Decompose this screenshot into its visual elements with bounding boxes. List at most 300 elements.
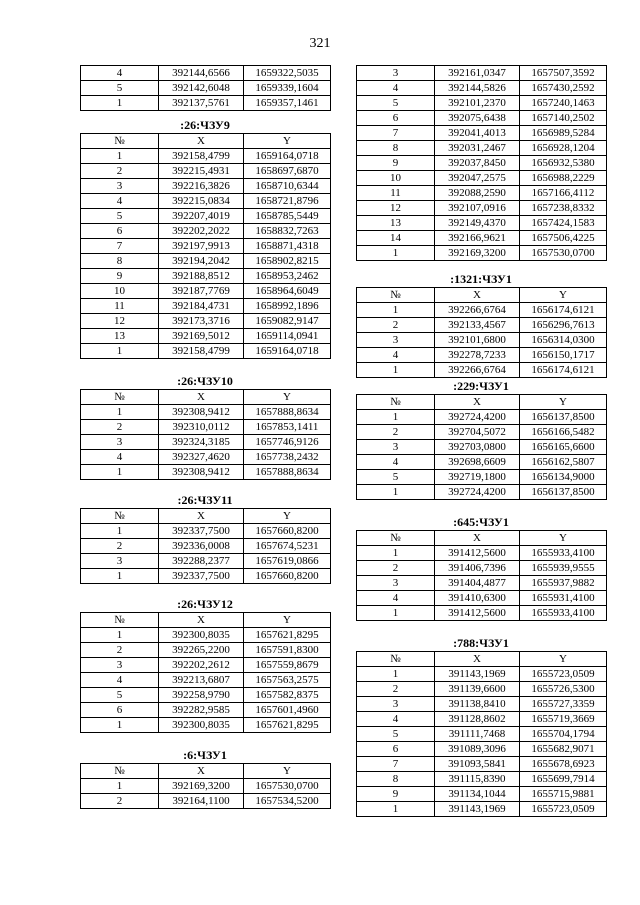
header-number: № [357, 531, 435, 546]
table-row [81, 405, 331, 420]
x-coordinate: 392075,6438 [435, 111, 520, 126]
x-coordinate: 392266,6764 [435, 303, 520, 318]
point-number: 3 [357, 333, 435, 348]
x-coordinate: 392265,2200 [159, 643, 244, 658]
table-row [81, 450, 331, 465]
table-header-row [357, 531, 607, 546]
y-coordinate: 1656162,5807 [520, 455, 607, 470]
x-coordinate: 392216,3826 [159, 179, 244, 194]
x-coordinate: 392107,0916 [435, 201, 520, 216]
x-coordinate: 392337,7500 [159, 524, 244, 539]
left-coordinate-block [80, 492, 330, 584]
header-x: X [435, 652, 520, 667]
x-coordinate: 392164,1100 [159, 794, 244, 809]
x-coordinate: 392724,4200 [435, 410, 520, 425]
header-y: Y [244, 509, 331, 524]
y-coordinate: 1657746,9126 [244, 435, 331, 450]
right-coordinate-block [356, 378, 606, 500]
table-row [357, 111, 607, 126]
table-row [81, 658, 331, 673]
header-y: Y [520, 288, 607, 303]
y-coordinate: 1655715,9881 [520, 787, 607, 802]
block-title: :645:ЧЗУ1 [453, 515, 509, 529]
page-number: 321 [309, 36, 331, 51]
header-y: Y [244, 134, 331, 149]
left-coordinate-block [80, 373, 330, 480]
y-coordinate: 1655719,3669 [520, 712, 607, 727]
x-coordinate: 392169,3200 [159, 779, 244, 794]
x-coordinate: 391412,5600 [435, 546, 520, 561]
coordinate-table [356, 530, 607, 621]
x-coordinate: 392188,8512 [159, 269, 244, 284]
y-coordinate: 1655682,9071 [520, 742, 607, 757]
table-row [81, 643, 331, 658]
point-number: 11 [357, 186, 435, 201]
point-number: 4 [81, 66, 159, 81]
y-coordinate: 1656150,1717 [520, 348, 607, 363]
y-coordinate: 1655723,0509 [520, 667, 607, 682]
y-coordinate: 1657619,0866 [244, 554, 331, 569]
table-row [81, 539, 331, 554]
point-number: 3 [357, 576, 435, 591]
table-row [357, 682, 607, 697]
point-number: 10 [357, 171, 435, 186]
x-coordinate: 392308,9412 [159, 405, 244, 420]
table-row [357, 171, 607, 186]
point-number: 9 [357, 787, 435, 802]
coordinate-table [80, 508, 331, 584]
table-row [357, 470, 607, 485]
x-coordinate: 391412,5600 [435, 606, 520, 621]
x-coordinate: 392310,0112 [159, 420, 244, 435]
table-row [357, 757, 607, 772]
x-coordinate: 392724,4200 [435, 485, 520, 500]
point-number: 13 [81, 329, 159, 344]
table-row [357, 546, 607, 561]
point-number: 12 [357, 201, 435, 216]
x-coordinate: 392327,4620 [159, 450, 244, 465]
y-coordinate: 1659339,1604 [244, 81, 331, 96]
table-row [81, 254, 331, 269]
point-number: 3 [357, 440, 435, 455]
table-row [81, 673, 331, 688]
right-coordinate-block [356, 635, 606, 817]
table-row [357, 787, 607, 802]
y-coordinate: 1659164,0718 [244, 344, 331, 359]
y-coordinate: 1656137,8500 [520, 485, 607, 500]
table-row [357, 561, 607, 576]
table-header-row [81, 764, 331, 779]
table-header-row [81, 390, 331, 405]
block-title: :788:ЧЗУ1 [453, 636, 509, 650]
table-row [357, 303, 607, 318]
table-row [81, 703, 331, 718]
point-number: 1 [357, 802, 435, 817]
x-coordinate: 392137,5761 [159, 96, 244, 111]
table-row [81, 554, 331, 569]
x-coordinate: 392041,4013 [435, 126, 520, 141]
table-row [357, 425, 607, 440]
y-coordinate: 1657424,1583 [520, 216, 607, 231]
point-number: 1 [81, 465, 159, 480]
table-row [357, 201, 607, 216]
table-row [357, 802, 607, 817]
coordinate-table [80, 389, 331, 480]
table-row [81, 81, 331, 96]
x-coordinate: 392144,5826 [435, 81, 520, 96]
point-number: 1 [81, 779, 159, 794]
table-header-row [357, 652, 607, 667]
y-coordinate: 1657738,2432 [244, 450, 331, 465]
x-coordinate: 392698,6609 [435, 455, 520, 470]
table-row [357, 156, 607, 171]
x-coordinate: 392158,4799 [159, 344, 244, 359]
x-coordinate: 392719,1800 [435, 470, 520, 485]
table-header-row [81, 509, 331, 524]
table-row [357, 333, 607, 348]
point-number: 2 [357, 682, 435, 697]
point-number: 5 [81, 688, 159, 703]
x-coordinate: 392149,4370 [435, 216, 520, 231]
x-coordinate: 392337,7500 [159, 569, 244, 584]
block-title: :229:ЧЗУ1 [453, 379, 509, 393]
header-y: Y [520, 531, 607, 546]
y-coordinate: 1655699,7914 [520, 772, 607, 787]
x-coordinate: 392258,9790 [159, 688, 244, 703]
y-coordinate: 1657888,8634 [244, 465, 331, 480]
table-row [81, 179, 331, 194]
point-number: 6 [357, 111, 435, 126]
y-coordinate: 1656137,8500 [520, 410, 607, 425]
x-coordinate: 392703,0800 [435, 440, 520, 455]
y-coordinate: 1658697,6870 [244, 164, 331, 179]
x-coordinate: 391093,5841 [435, 757, 520, 772]
header-y: Y [244, 764, 331, 779]
y-coordinate: 1657506,4225 [520, 231, 607, 246]
right-coordinate-block [356, 65, 606, 261]
point-number: 9 [357, 156, 435, 171]
point-number: 4 [357, 81, 435, 96]
y-coordinate: 1658964,6049 [244, 284, 331, 299]
point-number: 2 [81, 420, 159, 435]
x-coordinate: 392213,6807 [159, 673, 244, 688]
y-coordinate: 1655723,0509 [520, 802, 607, 817]
left-coordinate-block [80, 747, 330, 809]
point-number: 2 [81, 164, 159, 179]
point-number: 13 [357, 216, 435, 231]
x-coordinate: 392300,8035 [159, 718, 244, 733]
point-number: 8 [357, 772, 435, 787]
left-coordinate-block [80, 117, 330, 359]
point-number: 12 [81, 314, 159, 329]
point-number: 1 [357, 303, 435, 318]
y-coordinate: 1659082,9147 [244, 314, 331, 329]
x-coordinate: 392169,3200 [435, 246, 520, 261]
x-coordinate: 392215,0834 [159, 194, 244, 209]
point-number: 3 [81, 179, 159, 194]
x-coordinate: 391404,4877 [435, 576, 520, 591]
header-number: № [81, 134, 159, 149]
y-coordinate: 1658902,8215 [244, 254, 331, 269]
x-coordinate: 391139,6600 [435, 682, 520, 697]
x-coordinate: 392158,4799 [159, 149, 244, 164]
y-coordinate: 1655727,3359 [520, 697, 607, 712]
y-coordinate: 1657507,3592 [520, 66, 607, 81]
table-row [357, 576, 607, 591]
table-row [81, 465, 331, 480]
header-y: Y [244, 390, 331, 405]
y-coordinate: 1656166,5482 [520, 425, 607, 440]
point-number: 1 [81, 569, 159, 584]
block-title: :26:ЧЗУ9 [180, 118, 230, 132]
point-number: 1 [81, 718, 159, 733]
block-title: :26:ЧЗУ12 [177, 597, 233, 611]
point-number: 3 [357, 697, 435, 712]
point-number: 6 [81, 224, 159, 239]
point-number: 4 [357, 455, 435, 470]
x-coordinate: 392300,8035 [159, 628, 244, 643]
x-coordinate: 392324,3185 [159, 435, 244, 450]
table-row [357, 126, 607, 141]
point-number: 7 [81, 239, 159, 254]
y-coordinate: 1656134,9000 [520, 470, 607, 485]
header-x: X [435, 288, 520, 303]
point-number: 1 [81, 524, 159, 539]
header-number: № [81, 509, 159, 524]
point-number: 3 [81, 435, 159, 450]
point-number: 5 [357, 96, 435, 111]
x-coordinate: 392101,6800 [435, 333, 520, 348]
y-coordinate: 1657559,8679 [244, 658, 331, 673]
point-number: 2 [357, 425, 435, 440]
y-coordinate: 1659164,0718 [244, 149, 331, 164]
x-coordinate: 392215,4931 [159, 164, 244, 179]
y-coordinate: 1657166,4112 [520, 186, 607, 201]
x-coordinate: 391111,7468 [435, 727, 520, 742]
table-row [81, 269, 331, 284]
x-coordinate: 392173,3716 [159, 314, 244, 329]
x-coordinate: 391143,1969 [435, 667, 520, 682]
table-row [81, 149, 331, 164]
table-row [357, 712, 607, 727]
table-row [357, 363, 607, 378]
header-number: № [357, 395, 435, 410]
y-coordinate: 1656174,6121 [520, 363, 607, 378]
coordinate-table [356, 651, 607, 817]
point-number: 2 [357, 318, 435, 333]
right-coordinate-block [356, 514, 606, 621]
point-number: 3 [81, 554, 159, 569]
header-x: X [159, 764, 244, 779]
x-coordinate: 392144,6566 [159, 66, 244, 81]
header-y: Y [520, 395, 607, 410]
table-row [357, 772, 607, 787]
table-row [357, 246, 607, 261]
y-coordinate: 1657140,2502 [520, 111, 607, 126]
y-coordinate: 1659114,0941 [244, 329, 331, 344]
y-coordinate: 1657563,2575 [244, 673, 331, 688]
point-number: 1 [81, 344, 159, 359]
header-x: X [159, 390, 244, 405]
y-coordinate: 1655678,6923 [520, 757, 607, 772]
x-coordinate: 392288,2377 [159, 554, 244, 569]
y-coordinate: 1657621,8295 [244, 718, 331, 733]
point-number: 1 [81, 96, 159, 111]
header-x: X [159, 613, 244, 628]
table-row [81, 628, 331, 643]
point-number: 7 [357, 126, 435, 141]
x-coordinate: 391134,1044 [435, 787, 520, 802]
point-number: 8 [81, 254, 159, 269]
point-number: 10 [81, 284, 159, 299]
point-number: 1 [81, 405, 159, 420]
y-coordinate: 1655933,4100 [520, 606, 607, 621]
table-header-row [81, 134, 331, 149]
x-coordinate: 392282,9585 [159, 703, 244, 718]
table-row [357, 141, 607, 156]
table-row [81, 344, 331, 359]
table-row [81, 194, 331, 209]
left-coordinate-block [80, 65, 330, 111]
y-coordinate: 1658871,4318 [244, 239, 331, 254]
x-coordinate: 392308,9412 [159, 465, 244, 480]
point-number: 1 [357, 363, 435, 378]
point-number: 5 [81, 209, 159, 224]
y-coordinate: 1656296,7613 [520, 318, 607, 333]
table-row [81, 284, 331, 299]
table-row [81, 239, 331, 254]
table-row [357, 667, 607, 682]
point-number: 2 [357, 561, 435, 576]
y-coordinate: 1657430,2592 [520, 81, 607, 96]
y-coordinate: 1657534,5200 [244, 794, 331, 809]
block-title: :26:ЧЗУ11 [177, 493, 233, 507]
table-row [357, 216, 607, 231]
point-number: 8 [357, 141, 435, 156]
block-title: :26:ЧЗУ10 [177, 374, 233, 388]
y-coordinate: 1656989,5284 [520, 126, 607, 141]
table-row [357, 81, 607, 96]
right-coordinate-block [356, 271, 606, 378]
y-coordinate: 1658953,2462 [244, 269, 331, 284]
table-row [81, 718, 331, 733]
y-coordinate: 1657621,8295 [244, 628, 331, 643]
coordinate-table [80, 612, 331, 733]
table-row [81, 524, 331, 539]
point-number: 4 [81, 673, 159, 688]
y-coordinate: 1658721,8796 [244, 194, 331, 209]
x-coordinate: 392088,2590 [435, 186, 520, 201]
x-coordinate: 392166,9621 [435, 231, 520, 246]
y-coordinate: 1656932,5380 [520, 156, 607, 171]
x-coordinate: 391143,1969 [435, 802, 520, 817]
point-number: 9 [81, 269, 159, 284]
point-number: 5 [357, 470, 435, 485]
x-coordinate: 391406,7396 [435, 561, 520, 576]
y-coordinate: 1657591,8300 [244, 643, 331, 658]
x-coordinate: 391138,8410 [435, 697, 520, 712]
y-coordinate: 1656988,2229 [520, 171, 607, 186]
table-row [81, 435, 331, 450]
point-number: 2 [81, 794, 159, 809]
table-row [357, 697, 607, 712]
x-coordinate: 392184,4731 [159, 299, 244, 314]
y-coordinate: 1659322,5035 [244, 66, 331, 81]
point-number: 2 [81, 539, 159, 554]
coordinate-table [356, 287, 607, 378]
table-row [357, 410, 607, 425]
table-header-row [357, 288, 607, 303]
point-number: 4 [81, 194, 159, 209]
table-row [357, 66, 607, 81]
table-row [357, 440, 607, 455]
table-row [81, 329, 331, 344]
point-number: 1 [81, 628, 159, 643]
x-coordinate: 392101,2370 [435, 96, 520, 111]
table-row [357, 591, 607, 606]
table-header-row [81, 613, 331, 628]
x-coordinate: 391115,8390 [435, 772, 520, 787]
x-coordinate: 391089,3096 [435, 742, 520, 757]
block-title: :1321:ЧЗУ1 [450, 272, 512, 286]
point-number: 1 [357, 485, 435, 500]
x-coordinate: 392161,0347 [435, 66, 520, 81]
table-row [357, 606, 607, 621]
table-row [81, 224, 331, 239]
x-coordinate: 391410,6300 [435, 591, 520, 606]
header-number: № [357, 288, 435, 303]
point-number: 4 [357, 591, 435, 606]
point-number: 3 [357, 66, 435, 81]
x-coordinate: 392031,2467 [435, 141, 520, 156]
table-row [81, 794, 331, 809]
y-coordinate: 1657674,5231 [244, 539, 331, 554]
table-row [81, 779, 331, 794]
table-row [357, 186, 607, 201]
table-row [357, 96, 607, 111]
table-row [357, 455, 607, 470]
x-coordinate: 392142,6048 [159, 81, 244, 96]
point-number: 5 [81, 81, 159, 96]
coordinate-table [356, 65, 607, 261]
header-number: № [81, 764, 159, 779]
table-row [357, 727, 607, 742]
point-number: 7 [357, 757, 435, 772]
table-row [357, 485, 607, 500]
y-coordinate: 1658832,7263 [244, 224, 331, 239]
x-coordinate: 392207,4019 [159, 209, 244, 224]
x-coordinate: 392197,9913 [159, 239, 244, 254]
y-coordinate: 1656928,1204 [520, 141, 607, 156]
header-y: Y [520, 652, 607, 667]
point-number: 14 [357, 231, 435, 246]
y-coordinate: 1657660,8200 [244, 524, 331, 539]
x-coordinate: 392266,6764 [435, 363, 520, 378]
y-coordinate: 1655726,5300 [520, 682, 607, 697]
y-coordinate: 1655939,9555 [520, 561, 607, 576]
y-coordinate: 1657582,8375 [244, 688, 331, 703]
header-number: № [357, 652, 435, 667]
y-coordinate: 1656174,6121 [520, 303, 607, 318]
point-number: 5 [357, 727, 435, 742]
x-coordinate: 392169,5012 [159, 329, 244, 344]
right-column [356, 65, 606, 817]
point-number: 11 [81, 299, 159, 314]
header-x: X [435, 395, 520, 410]
x-coordinate: 391128,8602 [435, 712, 520, 727]
coordinate-table [80, 65, 331, 111]
y-coordinate: 1657530,0700 [244, 779, 331, 794]
